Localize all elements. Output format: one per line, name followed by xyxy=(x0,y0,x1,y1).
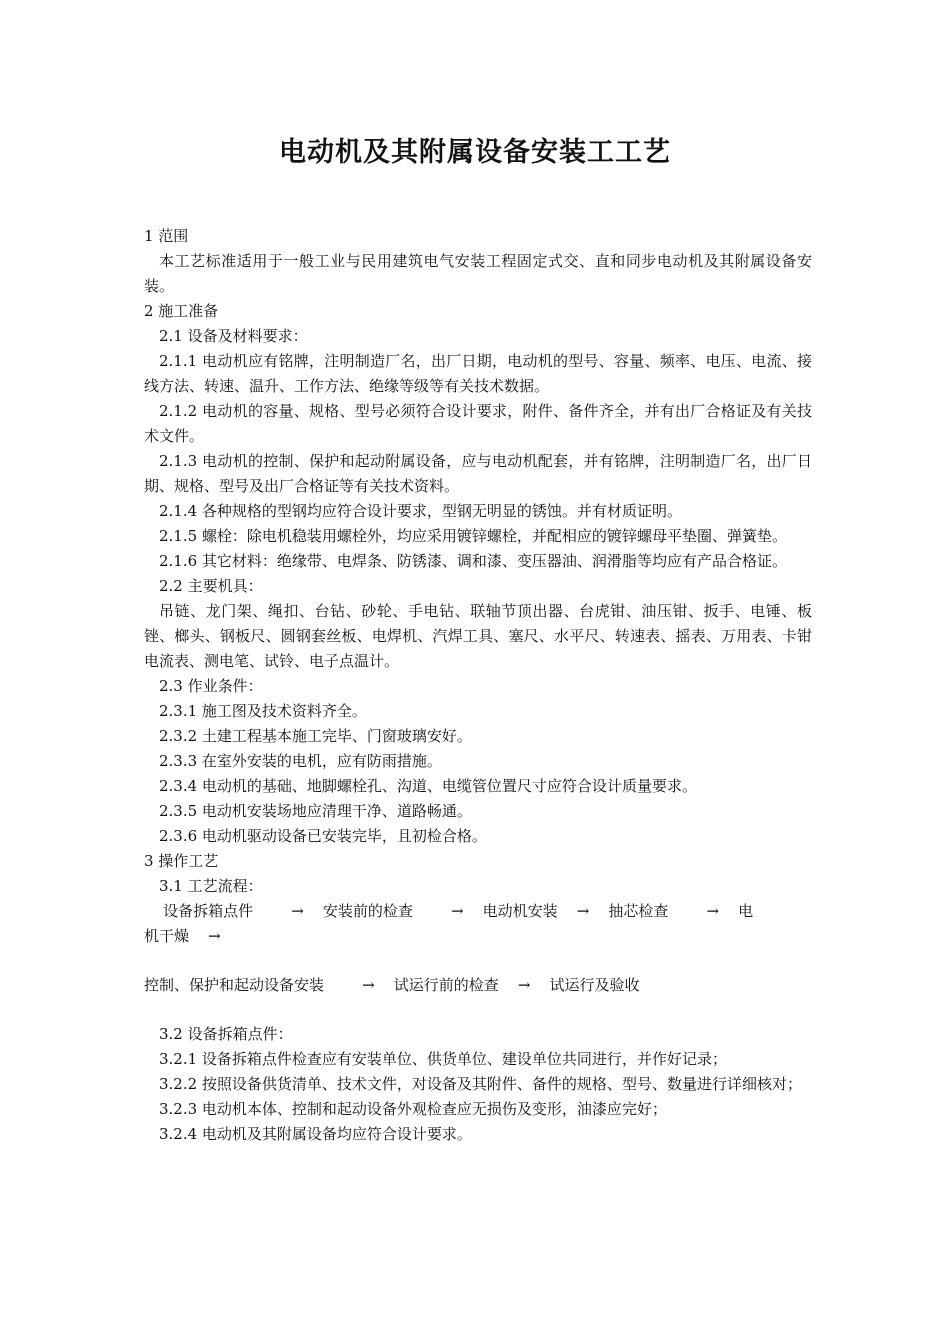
clause-2-1-3: 2.1.3 电动机的控制、保护和起动附属设备，应与电动机配套，并有铭牌，注明制造厂名，出厂日期、规格、型号及出厂合格证等有关技术资料。 xyxy=(144,452,812,495)
clause-3-2-2: 3.2.2 按照设备供货清单、技术文件，对设备及其附件、备件的规格、型号、数量进行详细核对； xyxy=(159,1075,802,1093)
clause-2-3: 2.3 作业条件： xyxy=(159,677,263,695)
flow-spacer xyxy=(144,949,812,973)
clause-2-2-body: 吊链、龙门架、绳扣、台钻、砂轮、手电钻、联轴节顶出器、台虎钳、油压钳、扳手、电锤、板锉、榔头、钢板尺、圆钢套丝板、电焊机、汽焊工具、塞尺、水平尺、转速表、摇表、万用表、卡钳电流表、测电笔、试铃、电子点温计。 xyxy=(144,602,812,670)
clause-2-1-1: 2.1.1 电动机应有铭牌，注明制造厂名，出厂日期，电动机的型号、容量、频率、电压、电流、接线方法、转速、温升、工作方法、绝缘等级等有关技术数据。 xyxy=(144,352,812,395)
clause-2-3-5: 2.3.5 电动机安装场地应清理干净、道路畅通。 xyxy=(159,802,472,820)
clause-2-2: 2.2 主要机具： xyxy=(159,577,263,595)
section-2-heading: 2 施工准备 xyxy=(144,302,219,320)
clause-2-1-4: 2.1.4 各种规格的型钢均应符合设计要求，型钢无明显的锈蚀。并有材质证明。 xyxy=(159,502,682,520)
clause-3-2: 3.2 设备拆箱点件： xyxy=(159,1025,293,1043)
process-flow-line-1: 设备拆箱点件 → 安装前的检查 → 电动机安装 → 抽芯检查 → 电 xyxy=(144,902,754,920)
clause-2-3-6: 2.3.6 电动机驱动设备已安装完毕，且初检合格。 xyxy=(159,827,487,845)
process-flow-line-2: 机干燥 → xyxy=(144,927,221,945)
clause-3-1: 3.1 工艺流程： xyxy=(159,877,263,895)
section-1-body: 本工艺标准适用于一般工业与民用建筑电气安装工程固定式交、直和同步电动机及其附属设备安装。 xyxy=(144,252,812,295)
clause-2-1-5: 2.1.5 螺栓：除电机稳装用螺栓外，均应采用镀锌螺栓，并配相应的镀锌螺母平垫圈、弹簧垫。 xyxy=(159,527,787,545)
clause-2-1-6: 2.1.6 其它材料：绝缘带、电焊条、防锈漆、调和漆、变压器油、润滑脂等均应有产品合格证。 xyxy=(159,552,787,570)
section-3-heading: 3 操作工艺 xyxy=(144,852,219,870)
clause-3-2-4: 3.2.4 电动机及其附属设备均应符合设计要求。 xyxy=(159,1125,472,1143)
process-flow-line-3: 控制、保护和起动设备安装 → 试运行前的检查 → 试运行及验收 xyxy=(144,976,640,994)
clause-2-1: 2.1 设备及材料要求： xyxy=(159,327,308,345)
clause-3-2-1: 3.2.1 设备拆箱点件检查应有安装单位、供货单位、建设单位共同进行，并作好记录； xyxy=(159,1050,727,1068)
clause-2-3-2: 2.3.2 土建工程基本施工完毕、门窗玻璃安好。 xyxy=(159,727,472,745)
clause-2-3-3: 2.3.3 在室外安装的电机，应有防雨措施。 xyxy=(159,752,442,770)
section-1-heading: 1 范围 xyxy=(144,227,189,245)
document-title: 电动机及其附属设备安装工工艺 xyxy=(279,137,671,168)
clause-2-3-1: 2.3.1 施工图及技术资料齐全。 xyxy=(159,702,367,720)
document-body xyxy=(144,224,812,1147)
clause-3-2-3: 3.2.3 电动机本体、控制和起动设备外观检查应无损伤及变形，油漆应完好； xyxy=(159,1100,667,1118)
clause-2-1-2: 2.1.2 电动机的容量、规格、型号必须符合设计要求，附件、备件齐全，并有出厂合格证及有关技术文件。 xyxy=(144,402,812,445)
flow-spacer-2 xyxy=(144,998,812,1022)
clause-2-3-4: 2.3.4 电动机的基础、地脚螺栓孔、沟道、电缆管位置尺寸应符合设计质量要求。 xyxy=(159,777,697,795)
